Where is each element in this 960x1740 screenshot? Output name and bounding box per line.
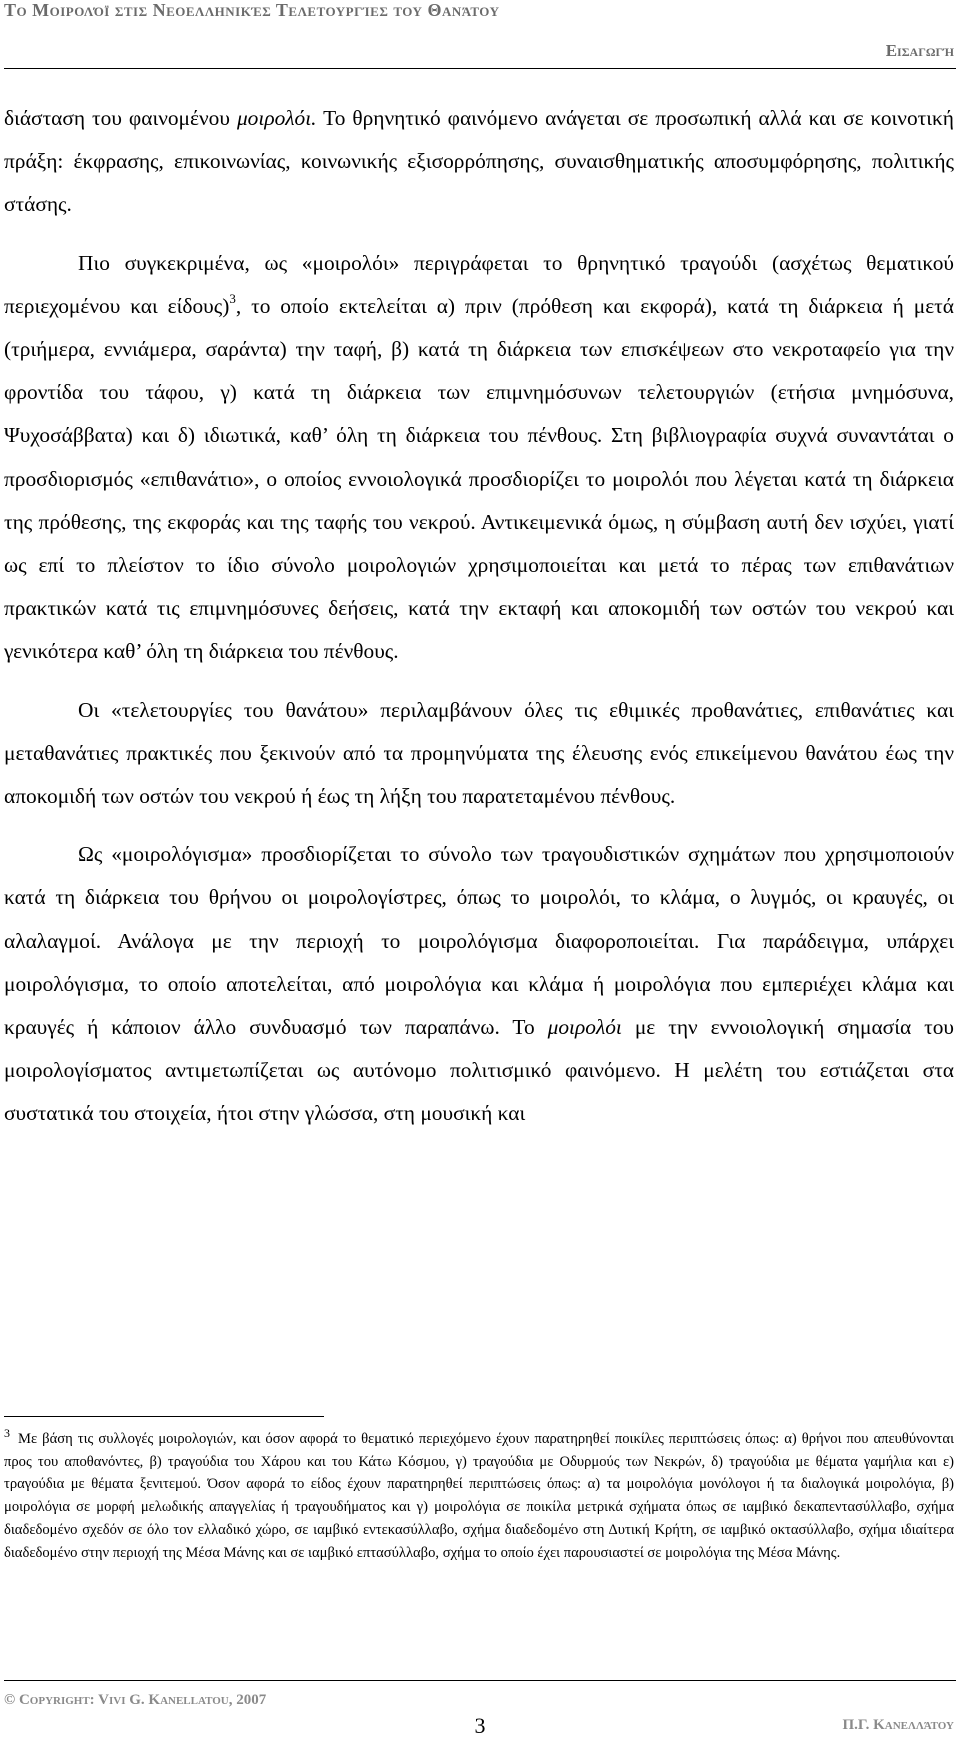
footer-divider xyxy=(4,1680,956,1681)
section-title: Εισαγωγή xyxy=(885,41,954,60)
text-run: Ως «μοιρολόγισμα» προσδιορίζεται το σύνολο των τραγουδιστικών σχημάτων που χρησιμοποιούν κατά τη διάρκεια του θρήνου οι μοιρολογίστρες, όπως το μοιρολόι, το κλάμα, ο λυγμός, οι κραυγές, οι αλαλαγμοί. Ανάλογα με την περιοχή το μοιρολόγισμα διαφοροποιείται. Για παράδειγμα, υπάρχει μοιρολόγισμα, το οποίο αποτελείται, από μοιρολόγια και κλάμα ή μοιρολόγια που εμπεριέχει κλάμα και κραυγές ή κάποιον άλλο συνδυασμό των παραπάνω. Το xyxy=(4,842,954,1040)
paragraph-3: Οι «τελετουργίες του θανάτου» περιλαμβάνουν όλες τις εθιμικές προθανάτιες, επιθανάτιες και μεταθανάτιες πρακτικές που ξεκινούν από τα προμηνύματα της έλευσης ενός επικείμενου θανάτου έως την αποκομιδή των οστών του νεκρού ή έως τη λήξη του παρατεταμένου πένθους. xyxy=(4,697,954,809)
copyright-notice: © Copyright: Vivi G. Kanellatou, 2007 xyxy=(4,1692,267,1708)
text-run: Το θρηνητικό φαινόμενο ανάγεται σε προσωπική αλλά και σε κοινοτική πράξη: έκφρασης, επικοινωνίας, κοινωνικής εξισορρόπησης, συναισθηματικής αποσυμφόρησης, πολιτικής στάσης. xyxy=(4,106,954,217)
text-run: με την εννοιολογική σημασία του μοιρολογίσματος αντιμετωπίζεται ως αυτόνομο πολιτισμικό φαινόμενο. Η μελέτη του εστιάζεται στα συστατικά του στοιχεία, ήτοι στην γλώσσα, στη μουσική και xyxy=(4,1015,955,1126)
paragraph-1 xyxy=(4,97,954,227)
text-run: διάσταση του φαινομένου xyxy=(4,106,237,130)
text-run: , το οποίο εκτελείται α) πριν (πρόθεση και εκφορά), κατά τη διάρκεια ή μετά (τριήμερα, εννιάμερα, σαράντα) την ταφή, β) κατά τη διάρκεια των επισκέψεων στο νεκροταφείο για την φροντίδα του τάφου, γ) κατά τη διάρκεια των επιμνημόσυνων τελετουργιών (ετήσια μνημόσυνα, Ψυχοσάββατα) και δ) ιδιωτικά, καθ’ όλη τη διάρκεια του πένθους. Στη βιβλιογραφία συχνά συναντάται ο προσδιορισμός «επιθανάτιο», ο οποίος εννοιολογικά προσδιορίζει το μοιρολόι που λέγεται κατά τη διάρκεια της πρόθεσης, της εκφοράς και της ταφής του νεκρού. Αντικειμενικά όμως, η σύμβαση αυτή δεν ισχύει, γιατί ως επί το πλείστον το ίδιο σύνολο μοιρολογιών χρησιμοποιείται και μετά το πέρας των επιθανάτιων πρακτικών κατά τις επιμνημόσυνες δεήσεις, κατά την εκταφή και αποκομιδή των οστών του νεκρού και γενικότερα καθ’ όλη τη διάρκεια του πένθους. xyxy=(4,293,954,664)
header-divider xyxy=(4,68,956,69)
page-number: 3 xyxy=(474,1713,486,1738)
main-text xyxy=(4,97,954,1136)
footnote-reference[interactable]: 3 xyxy=(229,290,236,306)
author-name: Π.Γ. Κανελλάτου xyxy=(842,1717,954,1733)
running-title: Το Μοιρολόϊ στις Νεοελληνικές Τελετουργίες του Θανάτου xyxy=(4,0,500,20)
paragraph-2 xyxy=(4,242,954,674)
paragraph-4 xyxy=(4,833,954,1135)
footnote xyxy=(4,1428,954,1564)
footnote-text: Με βάση τις συλλογές μοιρολογιών, και όσον αφορά το θεματικό περιεχόμενο έχουν παρατηρηθεί ποικίλες περιπτώσεις όπως: α) θρήνοι που απευθύνονται προς του αποθανόντες, β) τραγούδια του Χάρου και του Κάτω Κόσμου, γ) τραγούδια με Οδυρμούς των Νεκρών, δ) τραγούδια με θέματα γαμήλια και ε) τραγούδια με θέματα ξενιτεμού. Όσον αφορά το είδος έχουν παρατηρηθεί περιπτώσεις όπως: α) τα μοιρολόγια μονόλογοι ή τα διαλογικά μοιρολόγια, β) μοιρολόγια σε μορφή μελωδικής απαγγελίας ή τραγουδήματος και γ) μοιρολόγια σε ποικίλα μετρικά σχήματα όπως σε ιαμβικό δεκαπεντασύλλαβο, σχήμα διαδεδομένο σχεδόν σε όλο τον ελλαδικό χώρο, σε ιαμβικό εντεκασύλλαβο, σχήμα διαδεδομένο στη Δυτική Κρήτη, σε ιαμβικό οκτασύλλαβο, σχήμα ιδιαίτερα διαδεδομένο στην περιοχή της Μέσα Μάνης και σε ιαμβικό επτασύλλαβο, σχήμα το οποίο έχει παρουσιαστεί σε μοιρολόγια της Μέσα Μάνης. xyxy=(4,1431,954,1561)
text-run: Πιο συγκεκριμένα, ως «μοιρολόι» περιγράφεται το θρηνητικό τραγούδι (ασχέτως θεματικού περιεχομένου και είδους) xyxy=(4,250,954,318)
italic-term: μοιρολόι. xyxy=(236,106,317,130)
footnote-mark: 3 xyxy=(4,1426,10,1441)
footnote-divider xyxy=(4,1416,324,1417)
italic-term: μοιρολόι xyxy=(547,1015,622,1040)
